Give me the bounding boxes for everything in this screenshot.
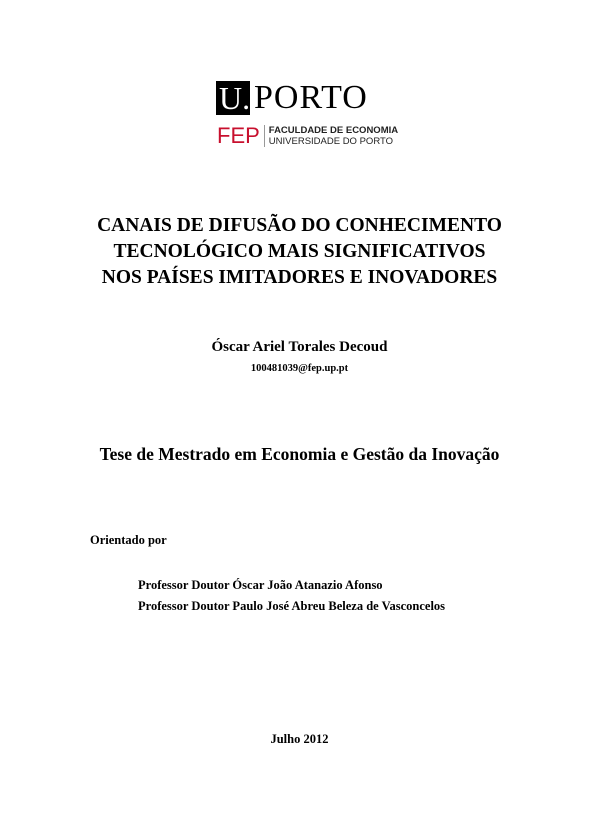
uporto-logo <box>216 80 368 116</box>
faculty-line-1: FACULDADE DE ECONOMIA <box>268 125 399 136</box>
porto-wordmark: PORTO <box>254 79 368 116</box>
advisor-1: Professor Doutor Óscar João Atanazio Afonso <box>138 578 383 592</box>
faculty-line-2: UNIVERSIDADE DO PORTO <box>268 136 394 147</box>
thesis-type: Tese de Mestrado em Economia e Gestão da Inovação <box>99 444 500 464</box>
author-email: 100481039@fep.up.pt <box>250 363 349 374</box>
faculty-name <box>269 125 398 147</box>
fep-divider <box>264 125 265 147</box>
u-logo-box <box>216 81 250 115</box>
title-line-2: TECNOLÓGICO MAIS SIGNIFICATIVOS <box>113 241 486 262</box>
title-line-1: CANAIS DE DIFUSÃO DO CONHECIMENTO <box>97 215 502 236</box>
thesis-title <box>0 213 599 291</box>
fep-logo <box>217 125 398 147</box>
advisor-2: Professor Doutor Paulo José Abreu Beleza de Vasconcelos <box>138 599 446 613</box>
title-line-3: NOS PAÍSES IMITADORES E INOVADORES <box>101 267 498 288</box>
u-letter: U <box>219 80 243 116</box>
fep-mark: FEP <box>217 123 260 148</box>
date: Julho 2012 <box>270 732 329 746</box>
supervision-label: Orientado por <box>90 533 167 547</box>
author-name: Óscar Ariel Torales Decoud <box>211 339 388 355</box>
u-dot: . <box>242 80 251 116</box>
